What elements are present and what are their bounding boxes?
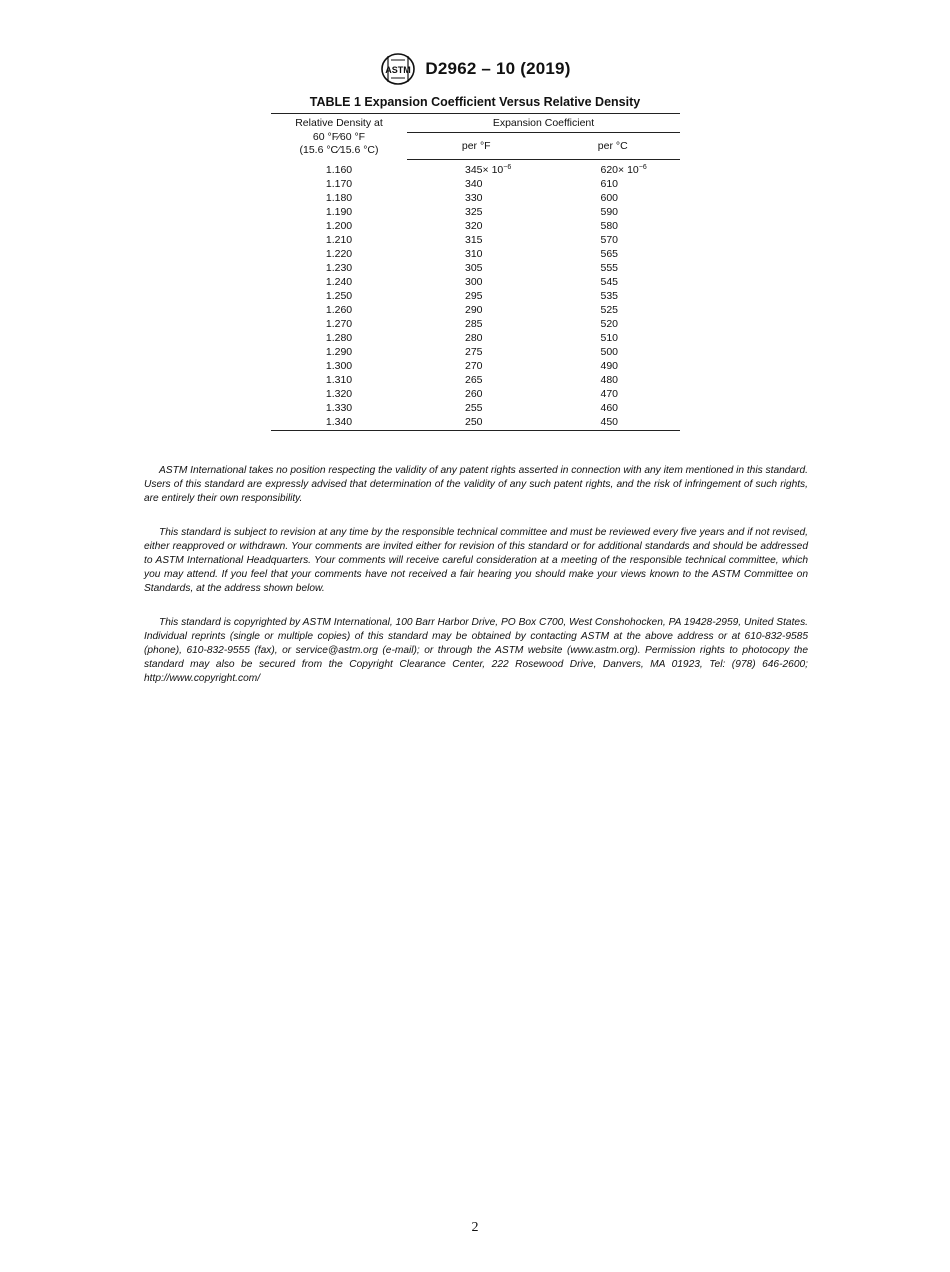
cell-per-f xyxy=(407,205,545,219)
cell-relative-density: 1.190 xyxy=(325,206,353,218)
cell-per-f xyxy=(407,345,545,359)
cell-value: 610 xyxy=(600,178,619,190)
cell-per-f xyxy=(407,247,545,261)
cell-per-f xyxy=(407,401,545,415)
cell-per-c xyxy=(545,247,680,261)
cell-value: 480 xyxy=(600,374,619,386)
cell-per-c xyxy=(545,303,680,317)
cell-per-c xyxy=(545,373,680,387)
cell-per-f xyxy=(407,261,545,275)
cell-value: 510 xyxy=(600,332,619,344)
table-row xyxy=(271,233,680,247)
cell-per-f xyxy=(407,289,545,303)
cell-per-f xyxy=(407,373,545,387)
col-header-relative-density xyxy=(271,114,407,160)
cell-value: 555 xyxy=(600,262,619,274)
cell-relative-density: 1.330 xyxy=(325,402,353,414)
cell-value: 275 xyxy=(465,346,483,358)
cell-per-c xyxy=(545,331,680,345)
cell-value: 305 xyxy=(465,262,483,274)
cell-per-c xyxy=(545,275,680,289)
cell-per-f xyxy=(407,331,545,345)
cell-relative-density: 1.240 xyxy=(325,276,353,288)
table-row xyxy=(271,191,680,205)
table-row xyxy=(271,247,680,261)
cell-value: 520 xyxy=(600,318,619,330)
cell-per-f xyxy=(407,303,545,317)
cell-value: 330 xyxy=(465,192,483,204)
cell-value: 590 xyxy=(600,206,619,218)
cell-value: 270 xyxy=(465,360,483,372)
logo-text: ASTM xyxy=(385,65,412,75)
table-row xyxy=(271,261,680,275)
table-title: TABLE 1 Expansion Coefficient Versus Relative Density xyxy=(309,95,641,109)
expansion-coefficient-table xyxy=(271,113,680,431)
table-row xyxy=(271,401,680,415)
col-group-expansion-coefficient: Expansion Coefficient xyxy=(407,114,680,133)
table-row xyxy=(271,317,680,331)
document-number: D2962 – 10 (2019) xyxy=(425,59,571,78)
table-row xyxy=(271,387,680,401)
cell-per-c xyxy=(545,401,680,415)
cell-value: 320 xyxy=(465,220,483,232)
cell-value: 295 xyxy=(465,290,483,302)
exponent-prefix: × 10 xyxy=(618,164,639,176)
document-header xyxy=(0,52,950,86)
cell-relative-density: 1.200 xyxy=(325,220,353,232)
table-row xyxy=(271,415,680,431)
col-header-rd-line3: (15.6 °C⁄15.6 °C) xyxy=(299,144,379,156)
cell-value: 545 xyxy=(600,276,619,288)
table-body xyxy=(271,160,680,431)
cell-relative-density: 1.180 xyxy=(325,192,353,204)
table-row xyxy=(271,275,680,289)
table-row xyxy=(271,219,680,233)
copyright-notice: This standard is copyrighted by ASTM International, 100 Barr Harbor Drive, PO Box C700, West Conshohocken, PA 19428-2959, United States. Individual reprints (single or multiple copies) of this standard may be obtained by contacting ASTM at the above address or at 610-832-9585 (phone), 610-832-9555 (fax), or service@astm.org (e-mail); or through the ASTM website (www.astm.org). Permission rights to photocopy the standard may also be secured from the Copyright Clearance Center, 222 Rosewood Drive, Danvers, MA 01923, Tel: (978) 646-2600; http://www.copyright.com/ xyxy=(144,617,808,684)
cell-per-f xyxy=(407,177,545,191)
cell-value: 300 xyxy=(465,276,483,288)
cell-per-c xyxy=(545,317,680,331)
table-row xyxy=(271,177,680,191)
cell-per-c xyxy=(545,177,680,191)
cell-value: 525 xyxy=(600,304,619,316)
table-row xyxy=(271,205,680,219)
cell-relative-density: 1.310 xyxy=(325,374,353,386)
cell-per-c xyxy=(545,359,680,373)
cell-value: 620 xyxy=(600,164,619,176)
expansion-table-container xyxy=(271,113,680,431)
cell-relative-density: 1.230 xyxy=(325,262,353,274)
cell-value: 600 xyxy=(600,192,619,204)
table-row xyxy=(271,303,680,317)
cell-value: 310 xyxy=(465,248,483,260)
cell-per-c xyxy=(545,160,680,178)
table-row xyxy=(271,331,680,345)
cell-value: 260 xyxy=(465,388,483,400)
cell-relative-density: 1.170 xyxy=(325,178,353,190)
cell-value: 290 xyxy=(465,304,483,316)
cell-per-c xyxy=(545,233,680,247)
cell-value: 450 xyxy=(600,416,619,428)
exponent: −6 xyxy=(503,164,512,171)
cell-relative-density: 1.300 xyxy=(325,360,353,372)
cell-per-c xyxy=(545,191,680,205)
astm-logo xyxy=(379,52,417,86)
cell-relative-density: 1.250 xyxy=(325,290,353,302)
cell-relative-density: 1.320 xyxy=(325,388,353,400)
cell-per-c xyxy=(545,261,680,275)
page-number: 2 xyxy=(471,1220,479,1235)
cell-value: 325 xyxy=(465,206,483,218)
cell-per-f xyxy=(407,387,545,401)
cell-relative-density: 1.260 xyxy=(325,304,353,316)
col-header-rd-line1: Relative Density at xyxy=(295,117,383,129)
cell-per-c xyxy=(545,289,680,303)
cell-value: 570 xyxy=(600,234,619,246)
table-row xyxy=(271,373,680,387)
cell-value: 315 xyxy=(465,234,483,246)
exponent-prefix: × 10 xyxy=(482,164,504,176)
cell-value: 580 xyxy=(600,220,619,232)
cell-per-c xyxy=(545,387,680,401)
cell-per-f xyxy=(407,219,545,233)
cell-relative-density: 1.270 xyxy=(325,318,353,330)
col-header-per-f: per °F xyxy=(407,133,545,160)
cell-value: 490 xyxy=(600,360,619,372)
cell-value: 470 xyxy=(600,388,619,400)
cell-value: 345 xyxy=(465,164,483,176)
cell-value: 265 xyxy=(465,374,483,386)
cell-per-f xyxy=(407,275,545,289)
table-row xyxy=(271,345,680,359)
cell-value: 340 xyxy=(465,178,483,190)
cell-per-c xyxy=(545,415,680,431)
cell-value: 500 xyxy=(600,346,619,358)
cell-per-f xyxy=(407,359,545,373)
cell-value: 535 xyxy=(600,290,619,302)
cell-value: 250 xyxy=(465,416,483,428)
cell-value: 460 xyxy=(600,402,619,414)
patent-notice: ASTM International takes no position respecting the validity of any patent rights asserted in connection with any item mentioned in this standard. Users of this standard are expressly advised that determination of the validity of any such patent rights, and the risk of infringement of such rights, are entirely their own responsibility. xyxy=(144,465,808,504)
cell-per-f xyxy=(407,160,545,178)
cell-value: 565 xyxy=(600,248,619,260)
revision-notice: This standard is subject to revision at any time by the responsible technical committee and must be reviewed every five years and if not revised, either reapproved or withdrawn. Your comments are invited either for revision of this standard or for additional standards and should be addressed to ASTM International Headquarters. Your comments will receive careful consideration at a meeting of the responsible technical committee, which you may attend. If you feel that your comments have not received a fair hearing you should make your views known to the ASTM Committee on Standards, at the address shown below. xyxy=(144,527,808,594)
notes-section xyxy=(144,464,808,706)
cell-per-c xyxy=(545,219,680,233)
table-row xyxy=(271,160,680,178)
cell-per-c xyxy=(545,345,680,359)
cell-value: 285 xyxy=(465,318,483,330)
col-header-rd-line2: 60 °F⁄60 °F xyxy=(312,130,366,143)
cell-per-f xyxy=(407,415,545,431)
cell-relative-density: 1.340 xyxy=(271,415,407,431)
cell-value: 280 xyxy=(465,332,483,344)
cell-value: 255 xyxy=(465,402,483,414)
cell-per-f xyxy=(407,233,545,247)
cell-relative-density: 1.280 xyxy=(325,332,353,344)
cell-relative-density: 1.220 xyxy=(325,248,353,260)
col-header-per-c: per °C xyxy=(545,133,680,160)
exponent: −6 xyxy=(638,164,647,171)
cell-relative-density: 1.210 xyxy=(325,234,353,246)
cell-per-f xyxy=(407,317,545,331)
table-row xyxy=(271,289,680,303)
cell-relative-density: 1.160 xyxy=(325,163,353,176)
cell-per-f xyxy=(407,191,545,205)
cell-per-c xyxy=(545,205,680,219)
cell-relative-density: 1.290 xyxy=(325,346,353,358)
table-row xyxy=(271,359,680,373)
